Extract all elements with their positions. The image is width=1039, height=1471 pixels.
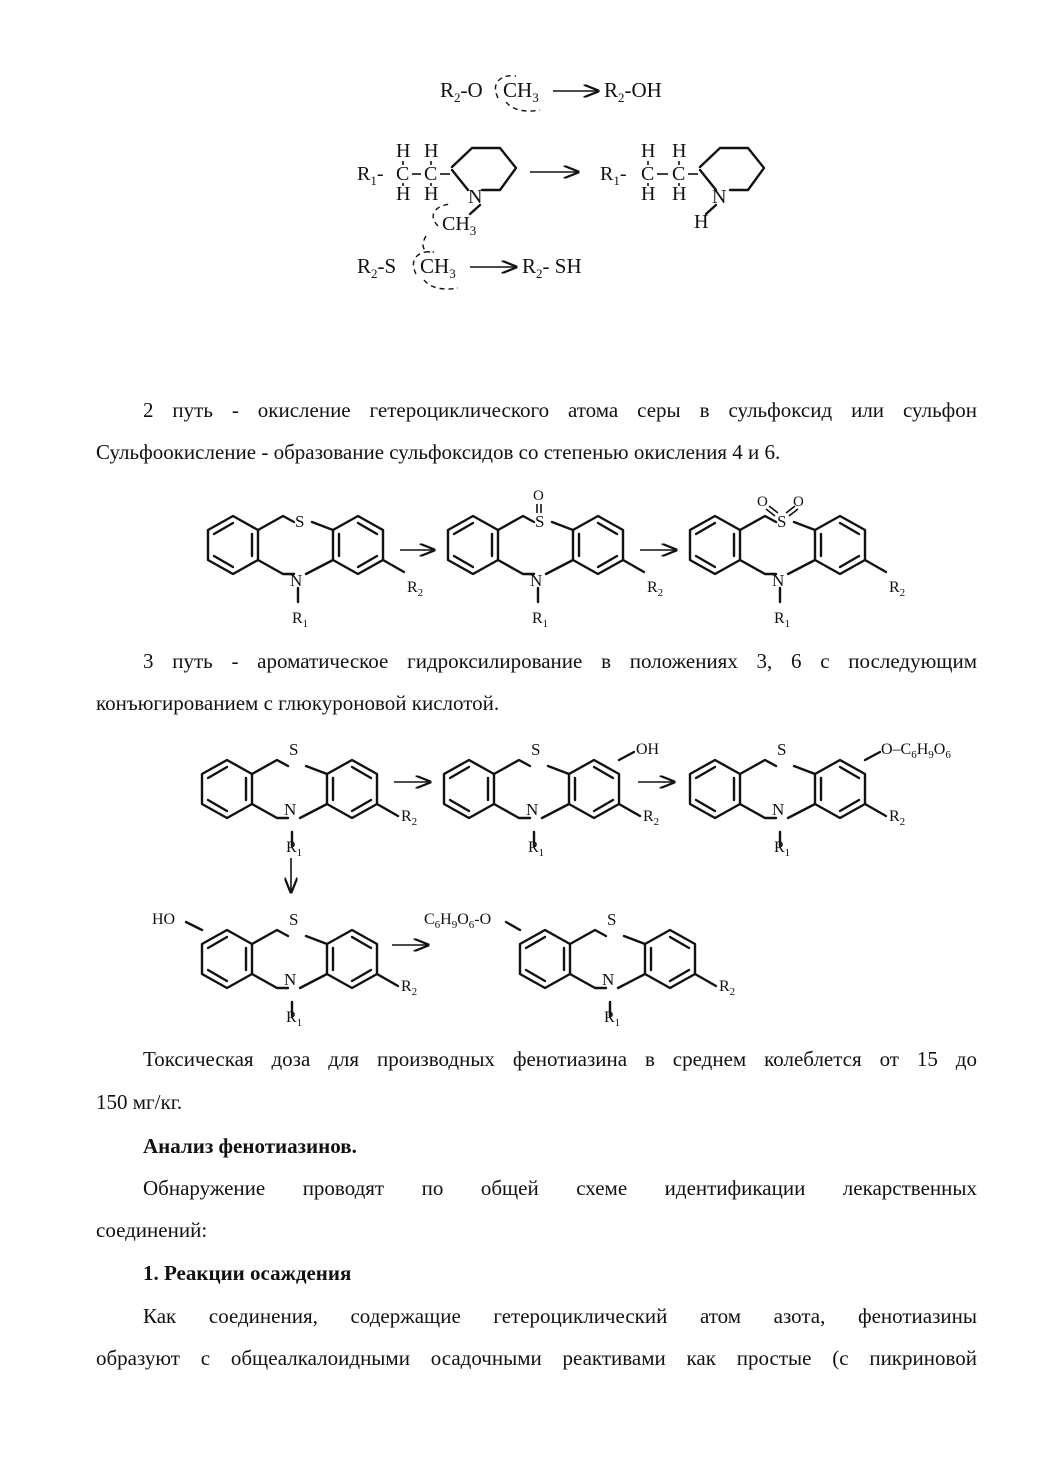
svg-text:N: N <box>468 186 483 208</box>
phenothiazine-ring <box>208 516 404 602</box>
svg-text:HO: HO <box>152 911 176 928</box>
svg-text:S: S <box>777 740 787 759</box>
sulfoxidation-scheme <box>0 480 1039 640</box>
heading-analysis: Анализ фенотиазинов. <box>143 1134 357 1158</box>
toxic-dose-line-1: Токсическая доза для производных фенотиазина в среднем колеблется от 15 до <box>143 1047 977 1071</box>
svg-text:H: H <box>672 140 687 162</box>
svg-text:R2: $R_2$ <box>719 978 736 998</box>
svg-text:H: H <box>424 183 439 205</box>
svg-text:R2: $R_2$ <box>889 579 906 599</box>
svg-text:R1: $R_1$ <box>292 610 309 630</box>
o-demethylation <box>440 76 662 111</box>
svg-text:N: N <box>526 800 539 819</box>
svg-text:R2: $R_2$ <box>889 808 906 828</box>
hydroxylation-scheme <box>0 730 1039 1040</box>
svg-text:S: S <box>535 512 545 531</box>
precipitation-line-2: образуют с общеалкалоидными осадочными реактивами как простые (с пикриновой <box>96 1346 977 1370</box>
svg-text:R1: $R_1$ <box>528 839 545 859</box>
svg-text:R1: $R_1$ <box>604 1009 621 1029</box>
svg-text:C: C <box>672 163 686 185</box>
svg-text:S: S <box>777 512 787 531</box>
svg-text:N: N <box>712 186 727 208</box>
svg-text:R2: $R_2$ <box>407 579 424 599</box>
svg-text:R1-: $R_1-$ <box>357 163 384 188</box>
svg-text:R2: $R_2$ <box>647 579 664 599</box>
svg-text:N: N <box>284 800 297 819</box>
heading-precipitation: 1. Реакции осаждения <box>143 1261 352 1285</box>
detection-line-2: соединений: <box>96 1218 208 1242</box>
svg-text:C6H9O6-O: $C_6H_9O_6-O$ <box>424 911 492 931</box>
svg-text:S: S <box>289 740 299 759</box>
svg-text:O: O <box>793 494 804 510</box>
svg-text:N: N <box>772 571 785 590</box>
precipitation-line-1: Как соединения, содержащие гетероциклический атом азота, фенотиазины <box>143 1304 977 1328</box>
s-demethylation <box>357 252 582 289</box>
svg-text:C: C <box>424 163 438 185</box>
svg-text:H: H <box>396 140 411 162</box>
svg-text:S: S <box>295 512 305 531</box>
svg-text:R1: $R_1$ <box>532 610 549 630</box>
svg-text:H: H <box>641 183 656 205</box>
toxic-dose-line-2: 150 мг/кг. <box>96 1090 183 1114</box>
svg-text:R2: $R_2$ <box>643 808 660 828</box>
svg-text:H: H <box>424 140 439 162</box>
svg-text:R2- SH: $R_2-$ SH <box>522 254 582 281</box>
svg-text:R2-OH: $R_2-OH$ <box>604 78 662 105</box>
path2-line-1: 2 путь - окисление гетероциклического атома серы в сульфоксид или сульфон <box>143 398 977 422</box>
svg-text:OH: OH <box>636 741 660 758</box>
svg-text:CH3: $CH_3$ <box>442 213 477 238</box>
svg-text:H: H <box>641 140 656 162</box>
svg-text:R2-S: $R_2-S$ <box>357 254 397 281</box>
svg-text:R2: $R_2$ <box>401 808 418 828</box>
n-demethylation <box>357 140 764 252</box>
svg-text:N: N <box>530 571 543 590</box>
svg-text:O–C6H9O6: $O-C_6H_9O_6$ <box>881 741 951 761</box>
svg-text:O: O <box>533 488 544 504</box>
detection-line-1: Обнаружение проводят по общей схеме идентификации лекарственных <box>143 1176 977 1200</box>
svg-text:S: S <box>289 910 299 929</box>
svg-text:CH3: $CH_3$ <box>420 254 456 281</box>
svg-text:R2-O: $R_2-O$ <box>440 78 483 105</box>
svg-text:R1: $R_1$ <box>774 839 791 859</box>
svg-text:O: O <box>757 494 768 510</box>
svg-text:C: C <box>396 163 410 185</box>
svg-text:R1: $R_1$ <box>286 1009 303 1029</box>
path3-line-2: конъюгированием с глюкуроновой кислотой. <box>96 691 500 715</box>
svg-text:CH3: $CH_3$ <box>503 78 539 105</box>
svg-text:H: H <box>396 183 411 205</box>
svg-text:S: S <box>531 740 541 759</box>
svg-text:N: N <box>290 571 303 590</box>
svg-text:C: C <box>641 163 655 185</box>
svg-text:H: H <box>694 211 709 233</box>
path2-line-2: Сульфоокисление - образование сульфоксидов со степенью окисления 4 и 6. <box>96 440 781 464</box>
demethylation-scheme <box>0 0 1039 310</box>
svg-text:N: N <box>284 970 297 989</box>
svg-text:R2: $R_2$ <box>401 978 418 998</box>
svg-text:N: N <box>602 970 615 989</box>
svg-text:H: H <box>672 183 687 205</box>
svg-text:R1-: $R_1-$ <box>600 163 627 188</box>
svg-text:S: S <box>607 910 617 929</box>
svg-text:R1: $R_1$ <box>774 610 791 630</box>
svg-text:N: N <box>772 800 785 819</box>
path3-line-1: 3 путь - ароматическое гидроксилирование в положениях 3, 6 с последующим <box>143 649 977 673</box>
svg-text:R1: $R_1$ <box>286 839 303 859</box>
